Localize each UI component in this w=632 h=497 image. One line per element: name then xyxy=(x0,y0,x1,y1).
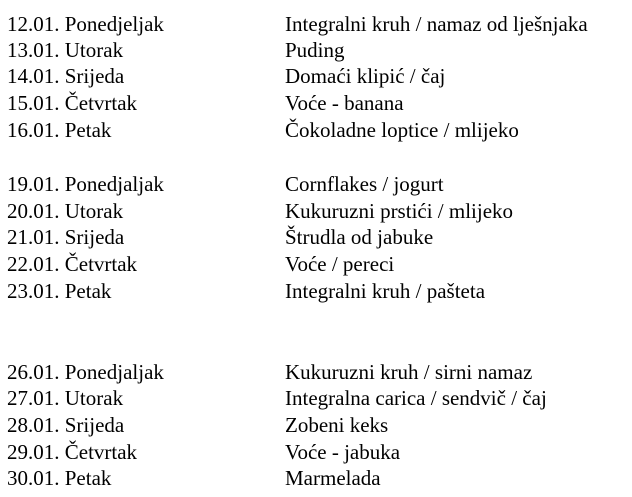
day-meal: Zobeni keks xyxy=(285,413,389,437)
day-date: 21.01. Srijeda xyxy=(7,225,125,249)
menu-row xyxy=(0,11,632,37)
day-meal: Puding xyxy=(285,38,345,62)
day-date: 26.01. Ponedjaljak xyxy=(7,360,164,384)
menu-row xyxy=(0,171,632,197)
day-meal: Cornflakes / jogurt xyxy=(285,172,444,196)
day-meal: Voće - banana xyxy=(285,91,404,115)
day-date: 23.01. Petak xyxy=(7,279,112,303)
day-meal: Čokoladne loptice / mlijeko xyxy=(285,118,519,142)
menu-row xyxy=(0,385,632,411)
day-date: 28.01. Srijeda xyxy=(7,413,125,437)
menu-row xyxy=(0,37,632,63)
day-date: 20.01. Utorak xyxy=(7,199,124,223)
day-date: 30.01. Petak xyxy=(7,466,112,490)
day-meal: Štrudla od jabuke xyxy=(285,225,434,249)
day-date: 16.01. Petak xyxy=(7,118,112,142)
day-meal: Kukuruzni prstići / mlijeko xyxy=(285,199,514,223)
menu-row xyxy=(0,278,632,304)
menu-row xyxy=(0,224,632,250)
day-date: 27.01. Utorak xyxy=(7,386,124,410)
menu-row xyxy=(0,198,632,224)
menu-row xyxy=(0,251,632,277)
day-date: 12.01. Ponedjeljak xyxy=(7,12,164,36)
menu-row xyxy=(0,90,632,116)
day-meal: Voće - jabuka xyxy=(285,440,401,464)
menu-row xyxy=(0,359,632,385)
menu-row xyxy=(0,465,632,491)
menu-row xyxy=(0,412,632,438)
day-date: 15.01. Četvrtak xyxy=(7,91,138,115)
menu-row xyxy=(0,63,632,89)
day-date: 22.01. Četvrtak xyxy=(7,252,138,276)
day-meal: Domaći klipić / čaj xyxy=(285,64,446,88)
menu-row xyxy=(0,117,632,143)
day-meal: Integralni kruh / pašteta xyxy=(285,279,486,303)
day-date: 13.01. Utorak xyxy=(7,38,124,62)
day-meal: Integralni kruh / namaz od lješnjaka xyxy=(285,12,588,36)
day-date: 29.01. Četvrtak xyxy=(7,440,138,464)
day-meal: Voće / pereci xyxy=(285,252,395,276)
day-meal: Integralna carica / sendvič / čaj xyxy=(285,386,547,410)
day-date: 19.01. Ponedjaljak xyxy=(7,172,164,196)
day-date: 14.01. Srijeda xyxy=(7,64,125,88)
menu-row xyxy=(0,439,632,465)
day-meal: Kukuruzni kruh / sirni namaz xyxy=(285,360,533,384)
day-meal: Marmelada xyxy=(285,466,381,490)
